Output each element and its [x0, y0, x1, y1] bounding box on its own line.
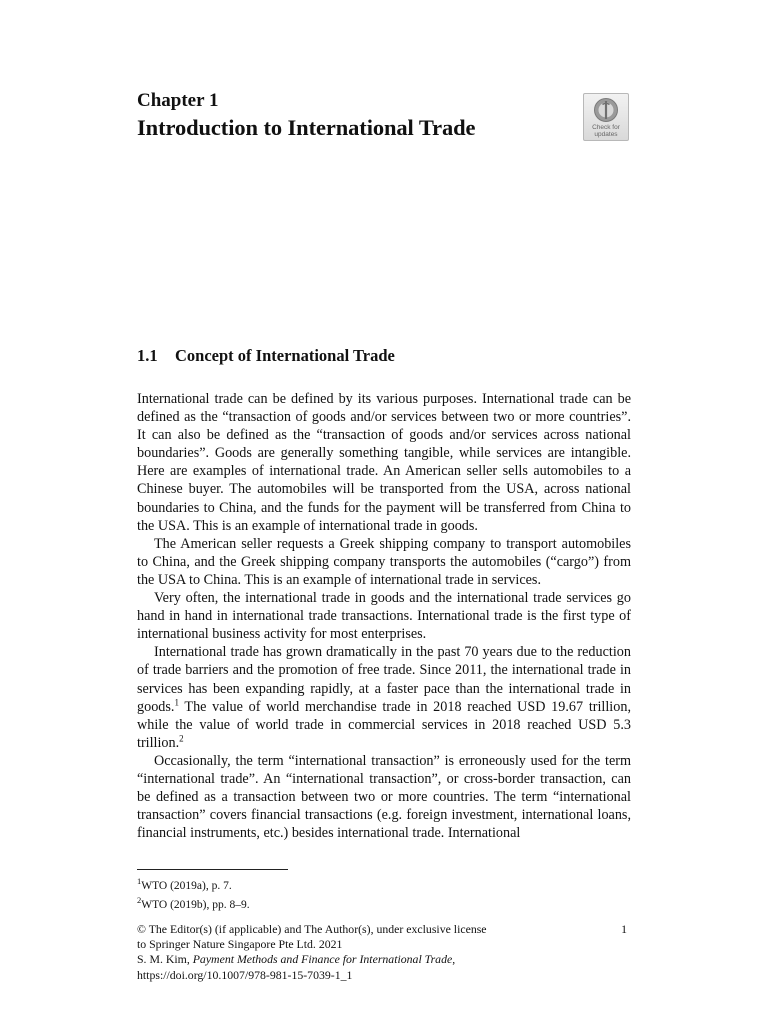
chapter-label: Chapter 1 [137, 90, 219, 111]
footnotes [137, 877, 250, 915]
citation-authors: S. M. Kim, [137, 952, 193, 967]
section-title: Concept of International Trade [175, 346, 395, 365]
footnote-2-mark: 2 [137, 895, 142, 906]
check-for-updates-badge[interactable] [583, 93, 629, 141]
crossmark-label [584, 124, 628, 138]
crossmark-line2: updates [594, 131, 618, 138]
copyright-line-1: © The Editor(s) (if applicable) and The Author(s), under exclusive license [137, 922, 487, 936]
paragraph-4-part-b: The value of world merchandise trade in 2018 reached USD 19.67 trillion, while the value of world trade in commercial services in 2018 reached USD 5.3 trillion. [137, 698, 631, 751]
crossmark-line1: Check for [592, 124, 620, 131]
book-page [137, 0, 631, 1024]
citation-book-title: Payment Methods and Finance for International Trade [192, 952, 453, 967]
body-text [137, 390, 631, 842]
paragraph-4-part-a: International trade has grown dramatically in the past 70 years due to the reduction of trade barriers and the promotion of free trade. Since 2011, the international trade in services has been expanding rapidly, at a faster pace than the international trade in goods. [137, 644, 631, 715]
footnote-ref-1[interactable]: 1 [174, 696, 179, 707]
copyright-block [137, 922, 631, 983]
chapter-title: Introduction to International Trade [137, 115, 476, 140]
paragraph-2: The American seller requests a Greek shipping company to transport automobiles to China, and the Greek shipping company transports the automobiles (“cargo”) from the USA to China. This is an example of international trade in services. [137, 535, 631, 588]
footnote-ref-2[interactable]: 2 [179, 733, 184, 744]
footnote-2 [137, 896, 250, 915]
section-number: 1.1 [137, 346, 158, 365]
footnote-1-mark: 1 [137, 876, 142, 887]
footnote-2-text: WTO (2019b), pp. 8–9. [141, 899, 250, 911]
page-number: 1 [621, 922, 627, 936]
footnote-1-text: WTO (2019a), p. 7. [141, 880, 232, 892]
citation-line [137, 952, 631, 967]
footnote-1 [137, 877, 250, 896]
paragraph-1: International trade can be defined by its various purposes. International trade can be defined as the “transaction of goods and/or services between two or more countries”. It can also be defined as the “transaction of goods and/or services across national boundaries”. Goods are generally something tangible, while services are intangible. Here are examples of international trade. An American seller sells automobiles to a Chinese buyer. The automobiles will be transported from the USA, across national boundaries to China, and the funds for the payment will be transferred from China to the USA. This is an example of international trade in goods. [137, 391, 631, 534]
footnote-divider [137, 869, 288, 870]
paragraph-4 [137, 643, 631, 752]
copyright-line-2: to Springer Nature Singapore Pte Ltd. 2021 [137, 937, 343, 952]
citation-suffix: , [452, 952, 456, 967]
crossmark-badge-icon [593, 97, 619, 123]
paragraph-5: Occasionally, the term “international transaction” is erroneously used for the term “international trade”. An “international transaction”, or cross-border transaction, can be defined as a transaction between two or more countries. The term “international transaction” covers financial transactions (e.g. foreign investment, international loans, financial instruments, etc.) besides international trade. International [137, 752, 631, 842]
doi-link[interactable]: https://doi.org/10.1007/978-981-15-7039-1_1 [137, 967, 353, 982]
paragraph-3: Very often, the international trade in goods and the international trade services go hand in hand in international trade transactions. International trade is the first type of international business activity for most enterprises. [137, 590, 631, 643]
section-heading [137, 345, 395, 367]
